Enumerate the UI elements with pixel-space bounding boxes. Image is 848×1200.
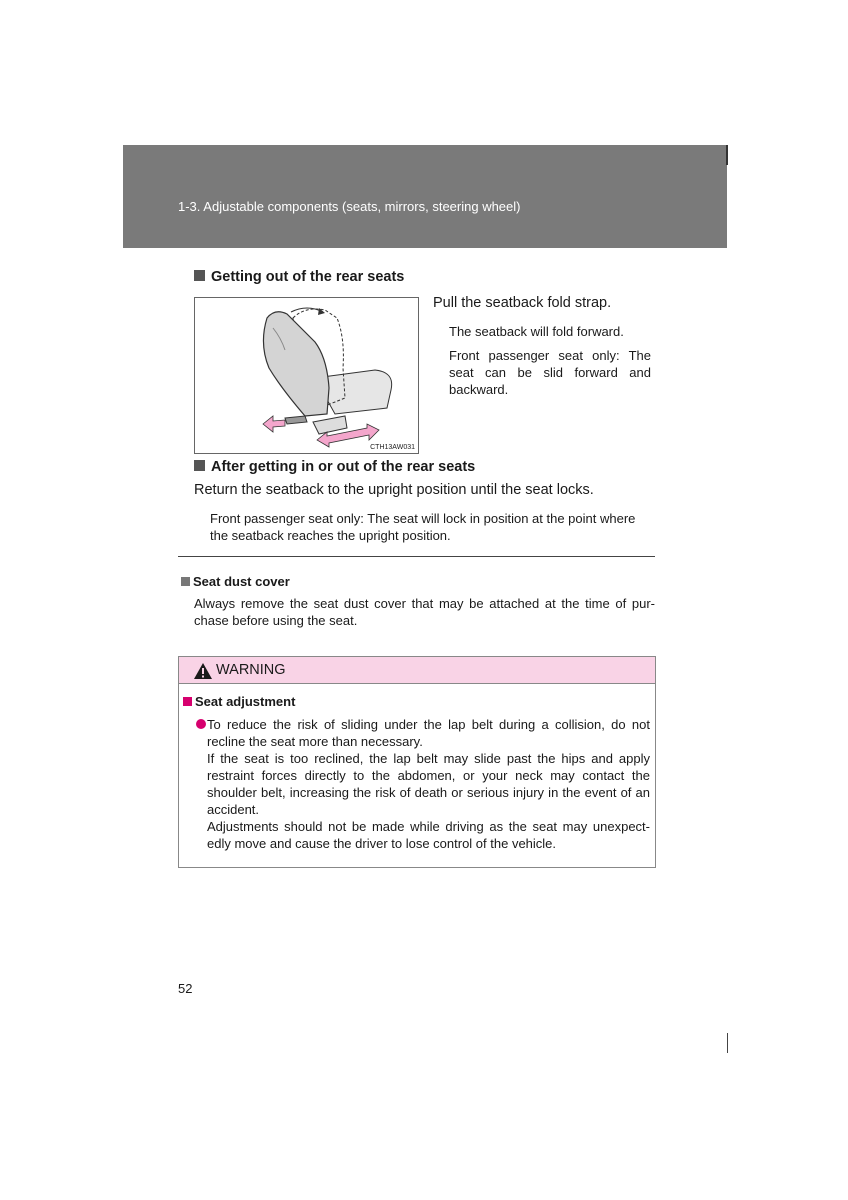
square-bullet-icon [181,577,190,586]
note-passenger-slide: Front passenger seat only: The seat can be slid forward and backward. [449,348,651,397]
page-number: 52 [178,981,193,996]
page-edge-mark [727,1033,728,1053]
warning-para-driving: Adjustments should not be made while driving as the seat may unexpect-edly move and cause the driver to lose control of the vehicle. [207,819,650,851]
header-band [123,145,727,248]
figure-code: CTH13AW031 [370,444,415,451]
heading-dust-cover [181,573,290,590]
step-return-seatback: Return the seatback to the upright position until the seat locks. [194,482,594,498]
round-bullet-icon [196,719,206,729]
heading-getting-out [194,269,404,285]
warning-header [179,657,655,684]
warning-para-risk: If the seat is too reclined, the lap belt may slide past the hips and apply restraint forces directly to the abdomen, or your neck may contact the shoulder belt, increasing the risk of death or serious injury in the event of an accident. [207,751,650,817]
folding-seat-drawing [195,298,418,453]
note-seat-lock: Front passenger seat only: The seat will lock in position at the point where the seatback reaches the upright position. [210,511,636,543]
header-edge-mark [726,145,728,165]
warning-triangle-icon [193,662,213,680]
step-pull-strap: Pull the seatback fold strap. [433,295,612,311]
warning-subheading-text: Seat adjustment [195,694,296,709]
warning-para-recline: To reduce the risk of sliding under the lap belt during a collision, do not recline the seat more than necessary. [207,717,650,749]
seat-illustration [194,297,419,454]
dust-cover-text: Always remove the seat dust cover that may be attached at the time of pur-chase before using the seat. [194,596,655,628]
warning-box [178,656,656,868]
square-bullet-icon [183,697,192,706]
warning-subheading [183,694,295,709]
section-title: 1-3. Adjustable components (seats, mirrors, steering wheel) [178,199,521,214]
note-seatback-folds: The seatback will fold forward. [449,324,624,339]
heading-after-getting-in [194,459,475,475]
square-bullet-icon [194,460,205,471]
heading-getting-out-text: Getting out of the rear seats [211,269,405,285]
square-bullet-icon [194,270,205,281]
divider [178,556,655,557]
warning-label: WARNING [216,662,286,678]
heading-after-getting-in-text: After getting in or out of the rear seats [211,459,476,475]
heading-dust-cover-text: Seat dust cover [193,574,290,589]
